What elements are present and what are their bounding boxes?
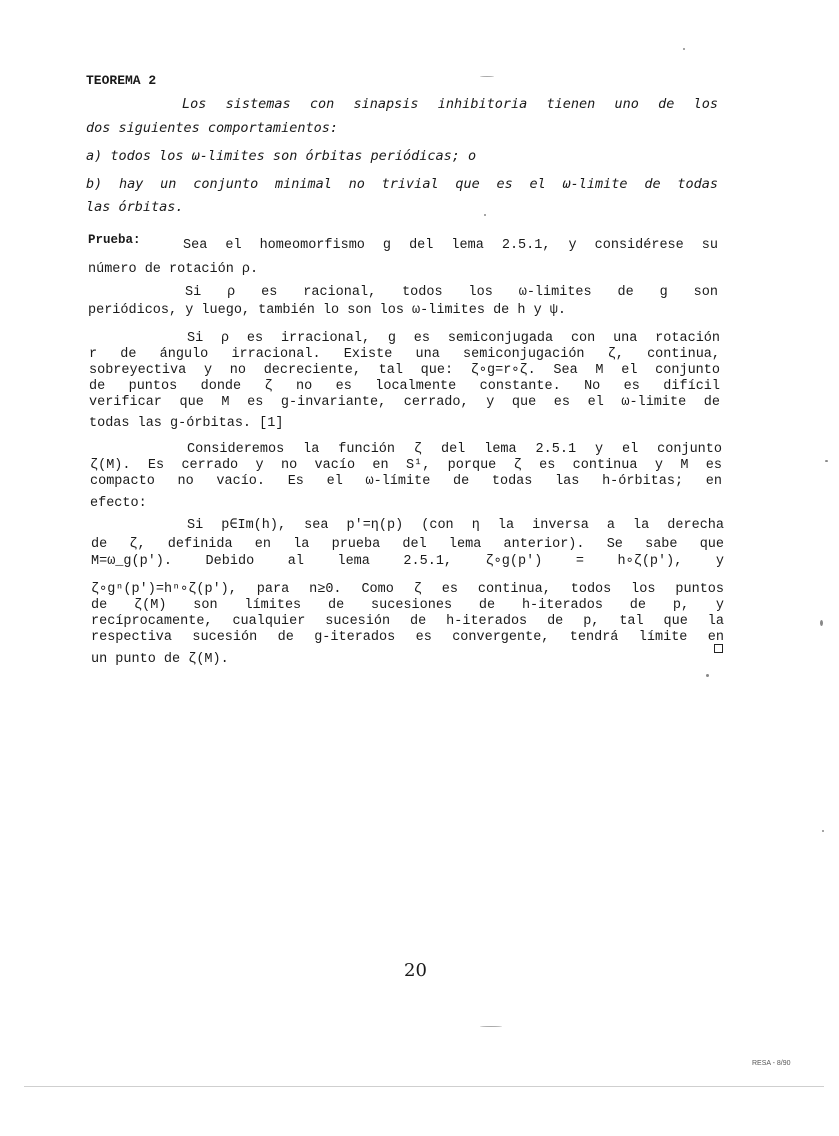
scan-artifact bbox=[683, 48, 685, 50]
proof-paragraph-line: de puntos donde ζ no es localmente constante. No es difícil bbox=[89, 379, 720, 394]
theorem-statement-line: dos siguientes comportamientos: bbox=[86, 120, 338, 136]
proof-paragraph-line: respectiva sucesión de g-iterados es convergente, tendrá límite en bbox=[91, 630, 724, 645]
proof-paragraph-line: un punto de ζ(M). bbox=[91, 652, 229, 667]
theorem-item-a: a) todos los ω-limites son órbitas periódicas; o bbox=[86, 148, 477, 164]
proof-paragraph-line: periódicos, y luego, también lo son los ω-limites de h y ψ. bbox=[88, 303, 566, 318]
proof-paragraph-line: sobreyectiva y no decreciente, tal que: ζ∘g=r∘ζ. Sea M el conjunto bbox=[89, 363, 720, 378]
scan-artifact bbox=[820, 620, 823, 626]
scan-artifact bbox=[706, 674, 709, 677]
proof-heading: Prueba: bbox=[88, 233, 141, 247]
footer-mark: RESA - 8/90 bbox=[752, 1060, 791, 1067]
proof-paragraph-line: ζ(M). Es cerrado y no vacío en S¹, porque ζ es continua y M es bbox=[90, 458, 722, 473]
scan-artifact bbox=[822, 830, 824, 832]
proof-paragraph-line: número de rotación ρ. bbox=[88, 262, 259, 277]
proof-paragraph-line: r de ángulo irracional. Existe una semiconjugación ζ, continua, bbox=[89, 347, 720, 362]
scan-artifact bbox=[825, 460, 828, 462]
qed-square-icon bbox=[714, 644, 723, 653]
proof-paragraph-line: ζ∘gⁿ(p')=hⁿ∘ζ(p'), para n≥0. Como ζ es continua, todos los puntos bbox=[91, 582, 724, 597]
proof-paragraph-line: de ζ, definida en la prueba del lema anterior). Se sabe que bbox=[91, 537, 724, 552]
proof-paragraph-line: recíprocamente, cualquier sucesión de h-iterados de p, tal que la bbox=[91, 614, 724, 629]
page-edge-line bbox=[24, 1086, 824, 1087]
theorem-statement-line: Los sistemas con sinapsis inhibitoria tienen uno de los bbox=[182, 96, 718, 112]
theorem-item-b: b) hay un conjunto minimal no trivial que es el ω-limite de todas bbox=[86, 176, 718, 192]
proof-paragraph-line: Consideremos la función ζ del lema 2.5.1 y el conjunto bbox=[187, 442, 722, 457]
proof-paragraph-line: M=ω_g(p'). Debido al lema 2.5.1, ζ∘g(p') = h∘ζ(p'), y bbox=[91, 554, 724, 569]
proof-paragraph-line: Sea el homeomorfismo g del lema 2.5.1, y considérese su bbox=[183, 238, 718, 253]
theorem-heading: TEOREMA 2 bbox=[86, 73, 157, 88]
proof-paragraph-line: Si ρ es racional, todos los ω-limites de g son bbox=[185, 285, 718, 300]
proof-paragraph-line: verificar que M es g-invariante, cerrado, y que es el ω-limite de bbox=[89, 395, 720, 410]
proof-paragraph-line: Si p∈Im(h), sea p'=η(p) (con η la inversa a la derecha bbox=[187, 518, 724, 533]
scan-artifact bbox=[484, 214, 486, 216]
proof-paragraph-line: de ζ(M) son límites de sucesiones de h-iterados de p, y bbox=[91, 598, 724, 613]
proof-paragraph-line: compacto no vacío. Es el ω-límite de todas las h-órbitas; en bbox=[90, 474, 722, 489]
proof-paragraph-line: todas las g-órbitas. [1] bbox=[89, 416, 284, 431]
proof-paragraph-line: efecto: bbox=[90, 496, 147, 511]
scan-artifact bbox=[480, 76, 494, 77]
proof-paragraph-line: Si ρ es irracional, g es semiconjugada con una rotación bbox=[187, 331, 720, 346]
theorem-item-b-cont: las órbitas. bbox=[86, 199, 184, 215]
scan-artifact bbox=[480, 1026, 502, 1027]
page-number: 20 bbox=[404, 960, 427, 981]
